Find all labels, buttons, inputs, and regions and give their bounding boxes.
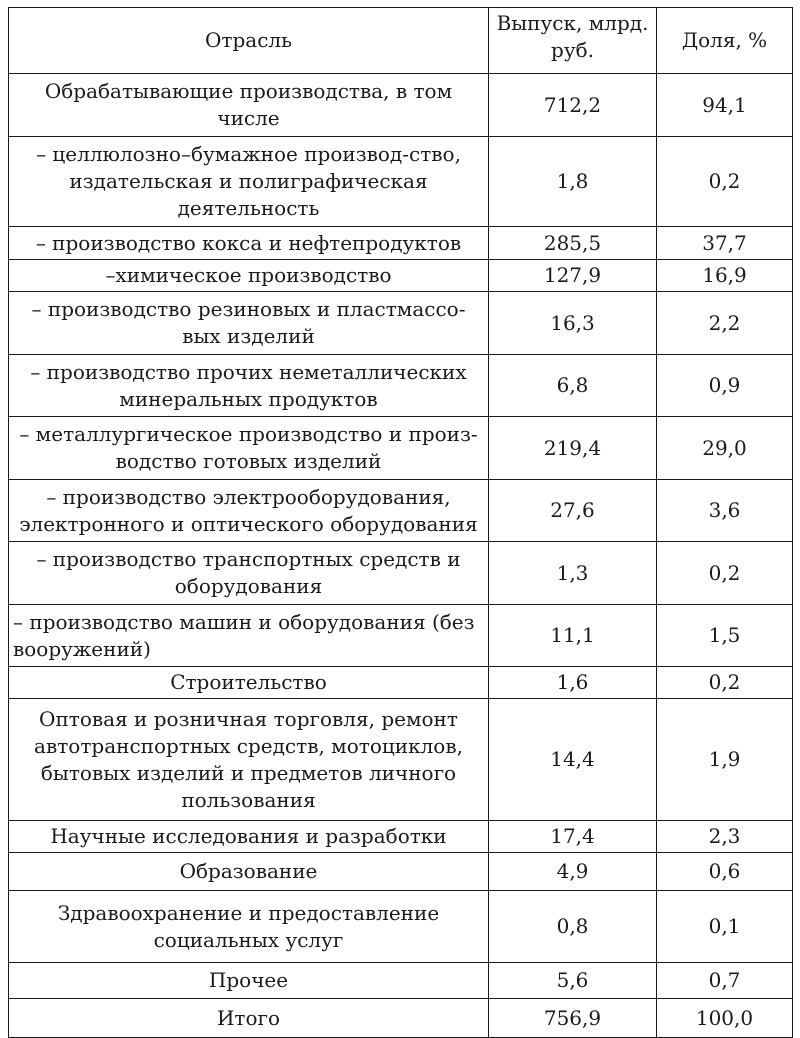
header-share: Доля, % [657, 8, 793, 74]
row-name: – производство электрооборудования, электронного и оптического оборудования [9, 480, 489, 542]
row-name: – металлургическое производство и произ-водство готовых изделий [9, 417, 489, 480]
row-name: – производство транспортных средств и оборудования [9, 542, 489, 605]
row-share: 2,2 [657, 292, 793, 355]
table-row [9, 260, 793, 292]
row-output: 127,9 [489, 260, 657, 292]
table-row [9, 667, 793, 699]
row-name: – производство резиновых и пластмассо-вых изделий [9, 292, 489, 355]
row-share: 0,6 [657, 853, 793, 891]
total-output: 756,9 [489, 999, 657, 1038]
table-row [9, 699, 793, 821]
row-output: 1,3 [489, 542, 657, 605]
row-output: 4,9 [489, 853, 657, 891]
row-output: 285,5 [489, 227, 657, 260]
row-share: 16,9 [657, 260, 793, 292]
industry-output-table [8, 7, 793, 1038]
row-name: – производство кокса и нефтепродуктов [9, 227, 489, 260]
table-row [9, 891, 793, 963]
row-name: Строительство [9, 667, 489, 699]
header-output: Выпуск, млрд. руб. [489, 8, 657, 74]
total-label: Итого [9, 999, 489, 1038]
row-share: 0,2 [657, 542, 793, 605]
table-row [9, 227, 793, 260]
row-name: Оптовая и розничная торговля, ремонт автотранспортных средств, мотоциклов, бытовых изделий и предметов личного пользования [9, 699, 489, 821]
row-name: – производство машин и оборудования (без вооружений) [9, 605, 489, 667]
row-share: 0,1 [657, 891, 793, 963]
row-output: 1,8 [489, 137, 657, 227]
table-row [9, 292, 793, 355]
row-share: 37,7 [657, 227, 793, 260]
row-share: 3,6 [657, 480, 793, 542]
row-name: Обрабатывающие производства, в том числе [9, 74, 489, 137]
row-output: 6,8 [489, 355, 657, 417]
row-share: 29,0 [657, 417, 793, 480]
row-name: Здравоохранение и предоставление социальных услуг [9, 891, 489, 963]
row-output: 1,6 [489, 667, 657, 699]
table-row [9, 137, 793, 227]
row-output: 0,8 [489, 891, 657, 963]
table-row [9, 963, 793, 999]
row-output: 14,4 [489, 699, 657, 821]
table-row [9, 480, 793, 542]
row-name: – целлюлозно–бумажное производ-ство, издательская и полиграфическая деятельность [9, 137, 489, 227]
row-name: Научные исследования и разработки [9, 821, 489, 853]
row-name: – производство прочих неметаллических минеральных продуктов [9, 355, 489, 417]
header-industry: Отрасль [9, 8, 489, 74]
row-share: 0,7 [657, 963, 793, 999]
row-share: 0,2 [657, 137, 793, 227]
table-row [9, 853, 793, 891]
row-name: Прочее [9, 963, 489, 999]
header-row [9, 8, 793, 74]
row-name: Образование [9, 853, 489, 891]
table-row [9, 74, 793, 137]
row-output: 27,6 [489, 480, 657, 542]
row-output: 11,1 [489, 605, 657, 667]
table-row [9, 355, 793, 417]
table-row [9, 821, 793, 853]
row-name: –химическое производство [9, 260, 489, 292]
table-row [9, 542, 793, 605]
row-output: 712,2 [489, 74, 657, 137]
row-share: 94,1 [657, 74, 793, 137]
row-share: 1,9 [657, 699, 793, 821]
row-share: 1,5 [657, 605, 793, 667]
row-output: 5,6 [489, 963, 657, 999]
row-output: 17,4 [489, 821, 657, 853]
table-row [9, 417, 793, 480]
row-share: 0,9 [657, 355, 793, 417]
row-share: 0,2 [657, 667, 793, 699]
row-output: 16,3 [489, 292, 657, 355]
total-share: 100,0 [657, 999, 793, 1038]
row-output: 219,4 [489, 417, 657, 480]
row-share: 2,3 [657, 821, 793, 853]
table-row [9, 605, 793, 667]
